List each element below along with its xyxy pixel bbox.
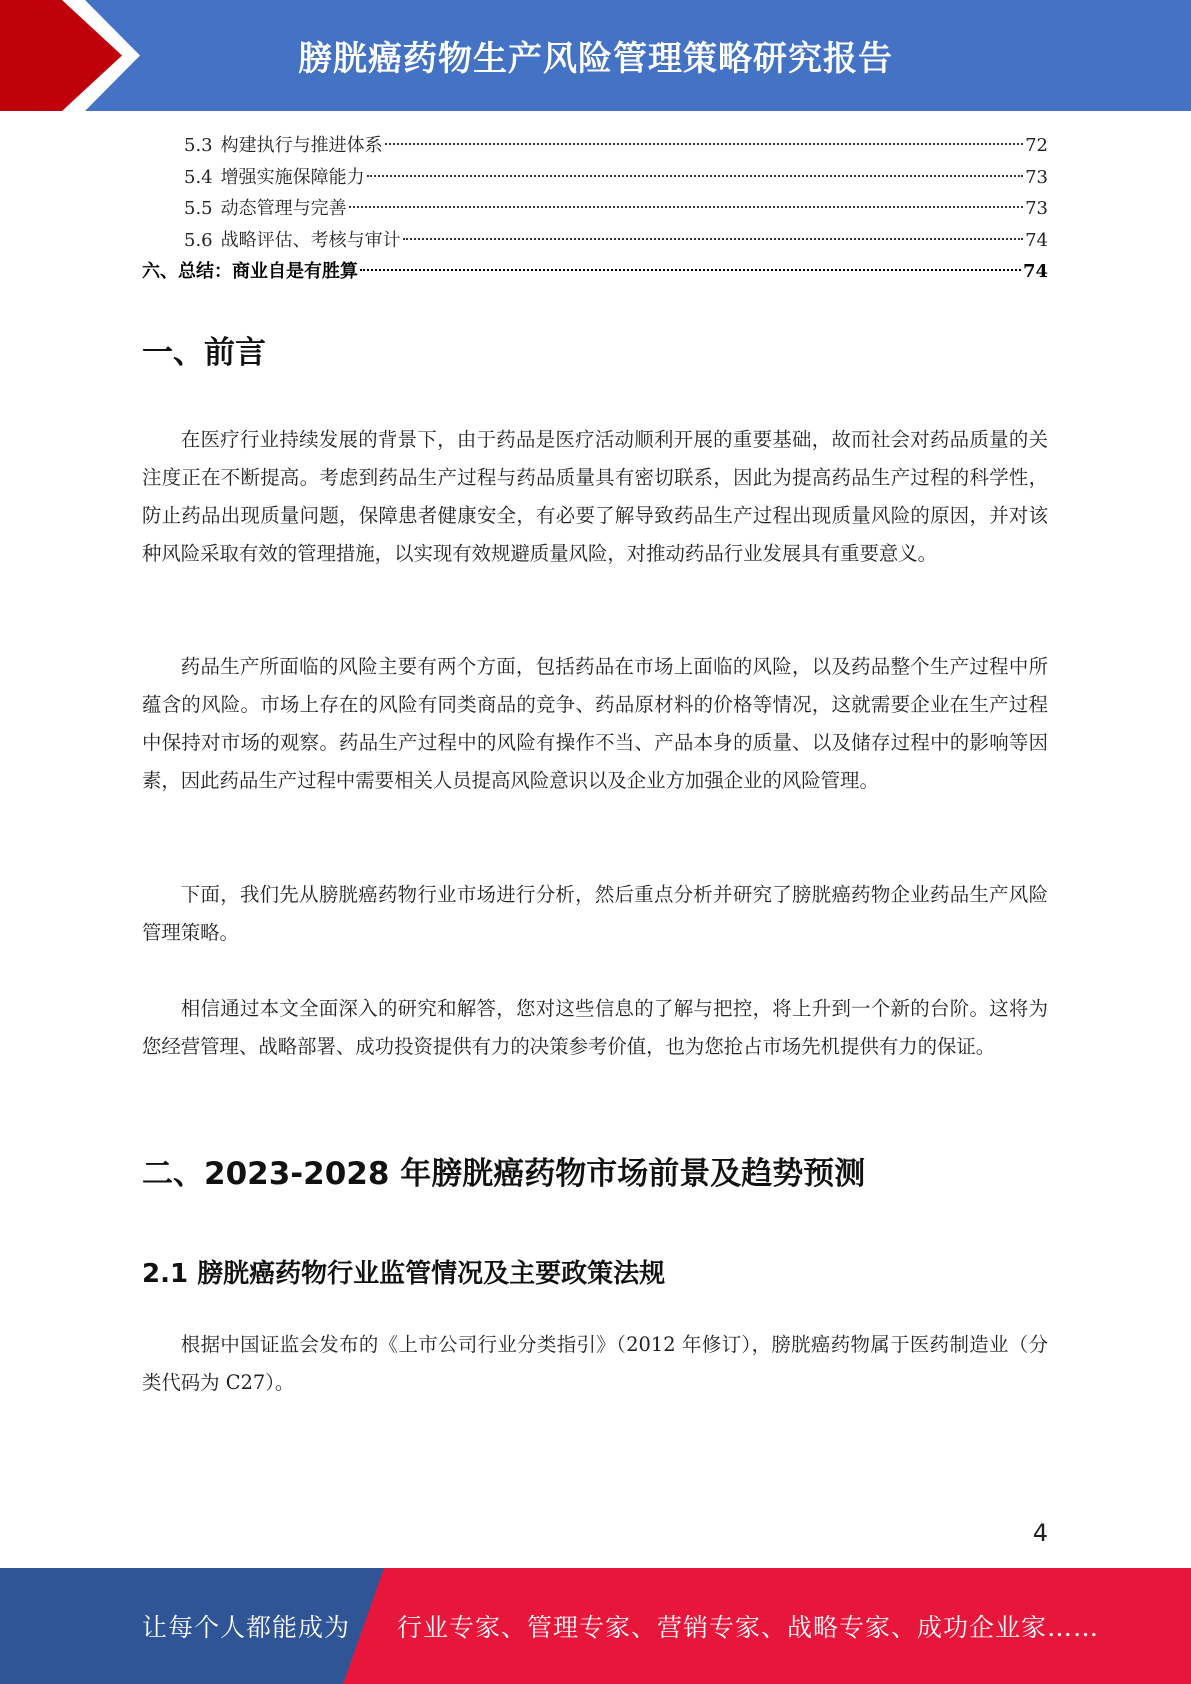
toc-entry[interactable]	[142, 193, 1048, 225]
preface-paragraph: 在医疗行业持续发展的背景下，由于药品是医疗活动顺利开展的重要基础，故而社会对药品质量的关注度正在不断提高。考虑到药品生产过程与药品质量具有密切联系，因此为提高药品生产过程的科学性，防止药品出现质量问题，保障患者健康安全，有必要了解导致药品生产过程出现质量风险的原因，并对该种风险采取有效的管理措施，以实现有效规避质量风险，对推动药品行业发展具有重要意义。	[142, 428, 1048, 565]
table-of-contents	[142, 130, 1048, 288]
preface-heading: 一、前言	[142, 335, 266, 371]
toc-entry-number: 5.4	[184, 166, 213, 188]
toc-entry[interactable]	[142, 225, 1048, 257]
toc-entry-number: 5.6	[184, 229, 213, 251]
toc-entry-number: 5.3	[184, 135, 213, 156]
section-2-1-paragraph: 根据中国证监会发布的《上市公司行业分类指引》（2012 年修订），膀胱癌药物属于医药制造业（分类代码为 C27）。	[142, 1333, 1048, 1394]
toc-leader-dots	[385, 143, 1023, 145]
toc-entry-page: 73	[1025, 198, 1048, 219]
toc-entry-title: 构建执行与推进体系	[220, 135, 383, 156]
toc-leader-dots	[367, 175, 1023, 177]
toc-leader-dots	[349, 206, 1023, 208]
preface-paragraph: 下面，我们先从膀胱癌药物行业市场进行分析，然后重点分析并研究了膀胱癌药物企业药品生产风险管理策略。	[142, 883, 1048, 944]
page-header	[0, 0, 1191, 111]
toc-leader-dots	[403, 238, 1023, 240]
toc-leader-dots	[360, 269, 1021, 271]
toc-entry-title: 六、总结：商业自是有胜算	[142, 261, 358, 282]
toc-entry-page: 73	[1025, 166, 1048, 188]
toc-entry-number: 5.5	[184, 198, 213, 219]
report-title: 膀胱癌药物生产风险管理策略研究报告	[298, 39, 893, 79]
preface-paragraph: 相信通过本文全面深入的研究和解答，您对这些信息的了解与把控，将上升到一个新的台阶。这将为您经营管理、战略部署、成功投资提供有力的决策参考价值，也为您抢占市场先机提供有力的保证。	[142, 997, 1048, 1058]
toc-entry-title: 动态管理与完善	[220, 198, 347, 219]
toc-entry[interactable]	[142, 130, 1048, 162]
toc-entry-page: 72	[1025, 135, 1048, 156]
page-number: 4	[1032, 1519, 1048, 1547]
chapter-2-heading: 二、2023-2028 年膀胱癌药物市场前景及趋势预测	[142, 1156, 866, 1192]
toc-entry-title: 增强实施保障能力	[220, 166, 365, 188]
preface-paragraph: 药品生产所面临的风险主要有两个方面，包括药品在市场上面临的风险，以及药品整个生产过程中所蕴含的风险。市场上存在的风险有同类商品的竞争、药品原材料的价格等情况，这就需要企业在生产过程中保持对市场的观察。药品生产过程中的风险有操作不当、产品本身的质量、以及储存过程中的影响等因素，因此药品生产过程中需要相关人员提高风险意识以及企业方加强企业的风险管理。	[142, 655, 1048, 792]
page-footer	[0, 1568, 1191, 1684]
section-2-1-heading: 2.1 膀胱癌药物行业监管情况及主要政策法规	[142, 1259, 666, 1289]
footer-slogan-right: 行业专家、管理专家、营销专家、战略专家、成功企业家……	[397, 1613, 1100, 1642]
toc-entry-page: 74	[1025, 229, 1048, 251]
toc-entry-title: 战略评估、考核与审计	[220, 229, 401, 251]
toc-entry[interactable]	[142, 162, 1048, 194]
footer-slogan-left: 让每个人都能成为	[142, 1613, 351, 1642]
toc-entry-chapter[interactable]	[142, 256, 1048, 288]
toc-entry-page: 74	[1022, 261, 1048, 282]
